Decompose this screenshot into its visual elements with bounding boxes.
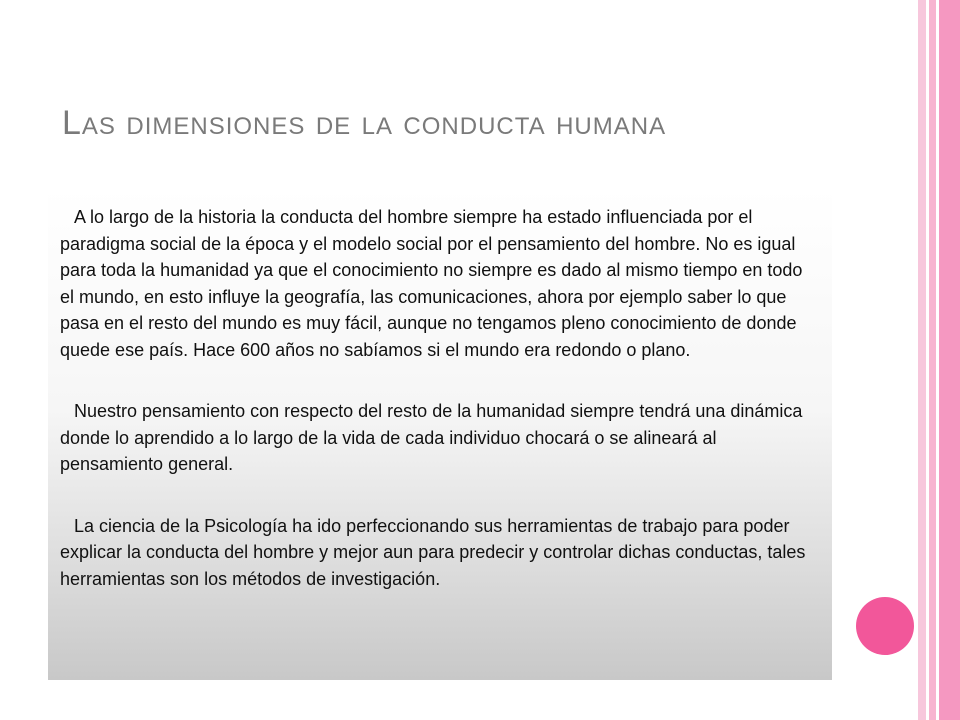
decorative-circle (856, 597, 914, 655)
stripe-dark (939, 0, 960, 720)
paragraph-3: La ciencia de la Psicología ha ido perfeccionando sus herramientas de trabajo para poder explicar la conducta del hombre y mejor aun para predecir y controlar dichas conductas, tales herramientas son los métodos de investigación. (60, 515, 806, 589)
stripe-medium (929, 0, 936, 720)
decorative-stripes (918, 0, 960, 720)
paragraph-1: A lo largo de la historia la conducta del hombre siempre ha estado influenciada por el paradigma social de la época y el modelo social por el pensamiento del hombre. No es igual para toda la humanidad ya que el conocimiento no siempre es dado al mismo tiempo en todo el mundo, en esto influye la geografía, las comunicaciones, ahora por ejemplo saber lo que pasa en el resto del mundo es muy fácil, aunque no tengamos pleno conocimiento de donde quede ese país. Hace 600 años no sabíamos si el mundo era redondo o plano. (60, 207, 803, 360)
stripe-light (918, 0, 926, 720)
slide-title: Las dimensiones de la conducta humana (62, 104, 667, 142)
paragraph-2: Nuestro pensamiento con respecto del resto de la humanidad siempre tendrá una dinámica donde lo aprendido a lo largo de la vida de cada individuo chocará o se alineará al pensamiento general. (60, 401, 803, 474)
content-box (48, 188, 832, 680)
